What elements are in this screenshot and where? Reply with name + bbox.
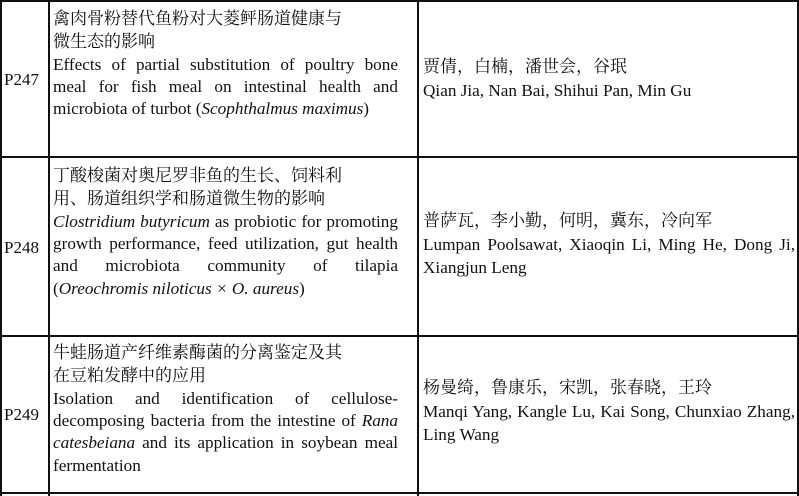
title-zh-line: 牛蛙肠道产纤维素酶菌的分离鉴定及其 — [53, 343, 342, 363]
paper-title — [53, 342, 398, 477]
authors-zh: 贾倩，白楠，潘世会，谷珉 — [423, 57, 627, 77]
title-en: Effects of partial substitution of poultry bone meal for fish meal on intestinal health and microbiota of turbot (Scophthalmus maximus) — [53, 55, 398, 119]
paper-authors — [423, 209, 795, 279]
authors-en: Manqi Yang, Kangle Lu, Kai Song, Chunxiao Zhang, Ling Wang — [423, 402, 795, 444]
title-zh-line: 禽肉骨粉替代鱼粉对大菱鲆肠道健康与 — [53, 9, 342, 29]
paper-authors — [423, 376, 795, 446]
title-zh-line: 用、肠道组织学和肠道微生物的影响 — [53, 189, 325, 209]
paper-title — [53, 165, 398, 300]
species-name: Clostridium butyricum — [53, 212, 210, 231]
authors-en: Qian Jia, Nan Bai, Shihui Pan, Min Gu — [423, 81, 692, 100]
species-name: Rana catesbeiana — [53, 411, 398, 453]
species-name: Oreochromis niloticus × O. aureus — [58, 278, 300, 298]
title-zh-line: 微生态的影响 — [53, 32, 155, 52]
table-row — [0, 0, 799, 156]
table-row — [0, 157, 799, 335]
paper-title — [53, 8, 398, 121]
title-en: Isolation and identification of cellulose-decomposing bacteria from the intestine of Rana catesbeiana and its application in soybean meal fermentation — [53, 389, 398, 475]
title-en: Clostridium butyricum as probiotic for promoting growth performance, feed utilization, gut health and microbiota community of tilapia (Oreochromis niloticus × O. aureus) — [53, 212, 398, 298]
authors-en: Lumpan Poolsawat, Xiaoqin Li, Ming He, Dong Ji, Xiangjun Leng — [423, 235, 795, 277]
table-row — [0, 336, 799, 492]
authors-zh: 普萨瓦，李小勤，何明，冀东，冷向军 — [423, 211, 712, 231]
paper-authors — [423, 55, 795, 102]
paper-id: P249 — [4, 405, 39, 424]
species-name: Scophthalmus maximus — [201, 99, 364, 119]
title-zh-line: 在豆粕发酵中的应用 — [53, 366, 206, 386]
paper-id: P248 — [4, 238, 39, 257]
paper-id: P247 — [4, 70, 39, 89]
row-divider — [0, 492, 799, 494]
authors-zh: 杨曼绮，鲁康乐，宋凯，张春晓，王玲 — [423, 378, 712, 398]
title-zh-line: 丁酸梭菌对奥尼罗非鱼的生长、饲料利 — [53, 166, 342, 186]
